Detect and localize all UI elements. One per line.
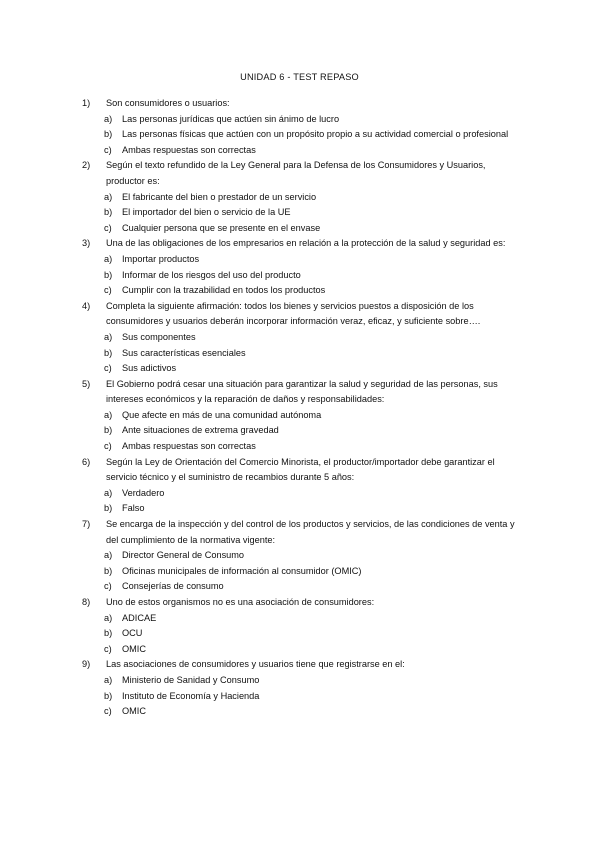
question-line — [82, 299, 522, 330]
option-letter: c) — [104, 144, 112, 155]
answer-option — [82, 205, 522, 221]
answer-option — [82, 501, 522, 517]
option-letter: c) — [104, 222, 112, 233]
question-list — [82, 96, 522, 720]
question-number: 8) — [82, 597, 91, 607]
question-line — [82, 455, 522, 486]
option-text: Las personas jurídicas que actúen sin ánimo de lucro — [122, 113, 340, 124]
question-text: Según el texto refundido de la Ley General para la Defensa de los Consumidores y Usuarios, productor es: — [106, 160, 486, 186]
question-item — [82, 299, 522, 377]
question-line — [82, 377, 522, 408]
answer-option — [82, 346, 522, 362]
option-letter: a) — [104, 487, 113, 498]
question-line — [82, 517, 522, 548]
answer-options — [82, 548, 522, 595]
question-item — [82, 236, 522, 298]
answer-option — [82, 548, 522, 564]
option-letter: a) — [104, 331, 113, 342]
question-line — [82, 158, 522, 189]
option-text: Ambas respuestas son correctas — [122, 144, 256, 155]
option-text: Verdadero — [122, 487, 165, 498]
option-text: Sus componentes — [122, 331, 196, 342]
option-text: El importador del bien o servicio de la UE — [122, 207, 291, 218]
question-text: El Gobierno podrá cesar una situación para garantizar la salud y seguridad de las personas, sus intereses económicos y la reparación de daños y responsabilidades: — [106, 378, 498, 405]
option-text: ADICAE — [122, 612, 157, 623]
question-text: Son consumidores o usuarios: — [106, 98, 230, 108]
option-letter: c) — [104, 285, 112, 296]
question-text: Las asociaciones de consumidores y usuarios tiene que registrarse en el: — [106, 659, 405, 670]
answer-option — [82, 486, 522, 502]
option-letter: a) — [104, 550, 113, 561]
option-letter: b) — [104, 129, 113, 140]
answer-options — [82, 330, 522, 377]
answer-option — [82, 423, 522, 439]
option-text: Oficinas municipales de información al consumidor (OMIC) — [122, 565, 362, 576]
question-item — [82, 595, 522, 657]
option-letter: b) — [104, 207, 113, 218]
answer-options — [82, 190, 522, 237]
question-item — [82, 517, 522, 595]
question-text: Una de las obligaciones de los empresarios en relación a la protección de la salud y seguridad es: — [106, 238, 506, 249]
question-number: 5) — [82, 378, 91, 389]
option-text: Las personas físicas que actúen con un propósito propio a su actividad comercial o profesional — [122, 129, 509, 140]
option-letter: b) — [104, 565, 113, 576]
answer-option — [82, 689, 522, 705]
question-line — [82, 595, 522, 611]
option-letter: c) — [104, 363, 112, 374]
answer-option — [82, 642, 522, 658]
answer-option — [82, 361, 522, 377]
question-number: 1) — [82, 98, 91, 108]
option-text: Ambas respuestas son correctas — [122, 441, 256, 452]
answer-options — [82, 112, 522, 159]
option-letter: b) — [104, 503, 113, 514]
option-text: Ante situaciones de extrema gravedad — [122, 425, 279, 436]
option-text: Cumplir con la trazabilidad en todos los productos — [122, 285, 326, 296]
answer-options — [82, 611, 522, 658]
question-text: Según la Ley de Orientación del Comercio Minorista, el productor/importador debe garantizar el servicio técnico y el suministro de recambios durante 5 años: — [106, 456, 495, 483]
option-letter: b) — [104, 425, 113, 436]
answer-option — [82, 252, 522, 268]
option-letter: c) — [104, 581, 112, 592]
option-text: Instituto de Economía y Hacienda — [122, 690, 260, 701]
option-letter: b) — [104, 347, 113, 358]
answer-option — [82, 190, 522, 206]
question-line — [82, 96, 522, 112]
answer-options — [82, 252, 522, 299]
option-letter: b) — [104, 269, 113, 280]
question-item — [82, 96, 522, 158]
answer-option — [82, 283, 522, 299]
option-letter: a) — [104, 409, 113, 420]
option-letter: b) — [104, 628, 113, 639]
option-text: Cualquier persona que se presente en el envase — [122, 222, 321, 233]
answer-option — [82, 330, 522, 346]
answer-option — [82, 221, 522, 237]
option-text: Informar de los riesgos del uso del producto — [122, 269, 301, 280]
question-number: 2) — [82, 160, 91, 171]
question-item — [82, 377, 522, 455]
option-letter: c) — [104, 643, 112, 654]
answer-option — [82, 564, 522, 580]
question-number: 9) — [82, 659, 91, 670]
question-number: 7) — [82, 519, 91, 530]
option-text: Que afecte en más de una comunidad autónoma — [122, 409, 322, 420]
answer-option — [82, 579, 522, 595]
page-title: UNIDAD 6 - TEST REPASO — [240, 72, 359, 82]
option-letter: a) — [104, 612, 113, 623]
option-letter: b) — [104, 690, 113, 701]
answer-option — [82, 439, 522, 455]
answer-options — [82, 408, 522, 455]
question-item — [82, 158, 522, 236]
answer-options — [82, 673, 522, 720]
option-text: Consejerías de consumo — [122, 581, 224, 592]
answer-option — [82, 268, 522, 284]
option-letter: a) — [104, 113, 113, 124]
option-letter: a) — [104, 674, 113, 685]
option-letter: a) — [104, 253, 113, 264]
answer-option — [82, 626, 522, 642]
answer-option — [82, 611, 522, 627]
option-text: El fabricante del bien o prestador de un servicio — [122, 191, 317, 202]
answer-option — [82, 127, 522, 143]
answer-option — [82, 704, 522, 720]
option-letter: c) — [104, 706, 112, 717]
option-text: Sus adictivos — [122, 363, 177, 374]
question-line — [82, 657, 522, 673]
answer-option — [82, 408, 522, 424]
answer-option — [82, 143, 522, 159]
question-number: 3) — [82, 238, 91, 249]
option-text: OCU — [122, 628, 143, 639]
option-text: OMIC — [122, 706, 146, 717]
option-text: Falso — [122, 503, 145, 514]
question-number: 4) — [82, 300, 91, 311]
option-text: Sus características esenciales — [122, 347, 246, 358]
option-text: Importar productos — [122, 253, 200, 264]
answer-option — [82, 673, 522, 689]
option-text: Director General de Consumo — [122, 550, 245, 561]
option-letter: c) — [104, 441, 112, 452]
question-text: Completa la siguiente afirmación: todos los bienes y servicios puestos a disposición de los consumidores y usuarios deberán incorporar información veraz, eficaz, y suficiente sobre…. — [106, 300, 481, 327]
answer-option — [82, 112, 522, 128]
option-text: Ministerio de Sanidad y Consumo — [122, 674, 260, 685]
question-item — [82, 657, 522, 719]
question-item — [82, 455, 522, 517]
answer-options — [82, 486, 522, 517]
question-text: Se encarga de la inspección y del control de los productos y servicios, de las condiciones de venta y del cumplimiento de la normativa vigente: — [106, 519, 515, 545]
question-line — [82, 236, 522, 252]
question-text: Uno de estos organismos no es una asociación de consumidores: — [106, 597, 375, 607]
option-text: OMIC — [122, 643, 146, 654]
option-letter: a) — [104, 191, 113, 202]
question-number: 6) — [82, 456, 91, 467]
